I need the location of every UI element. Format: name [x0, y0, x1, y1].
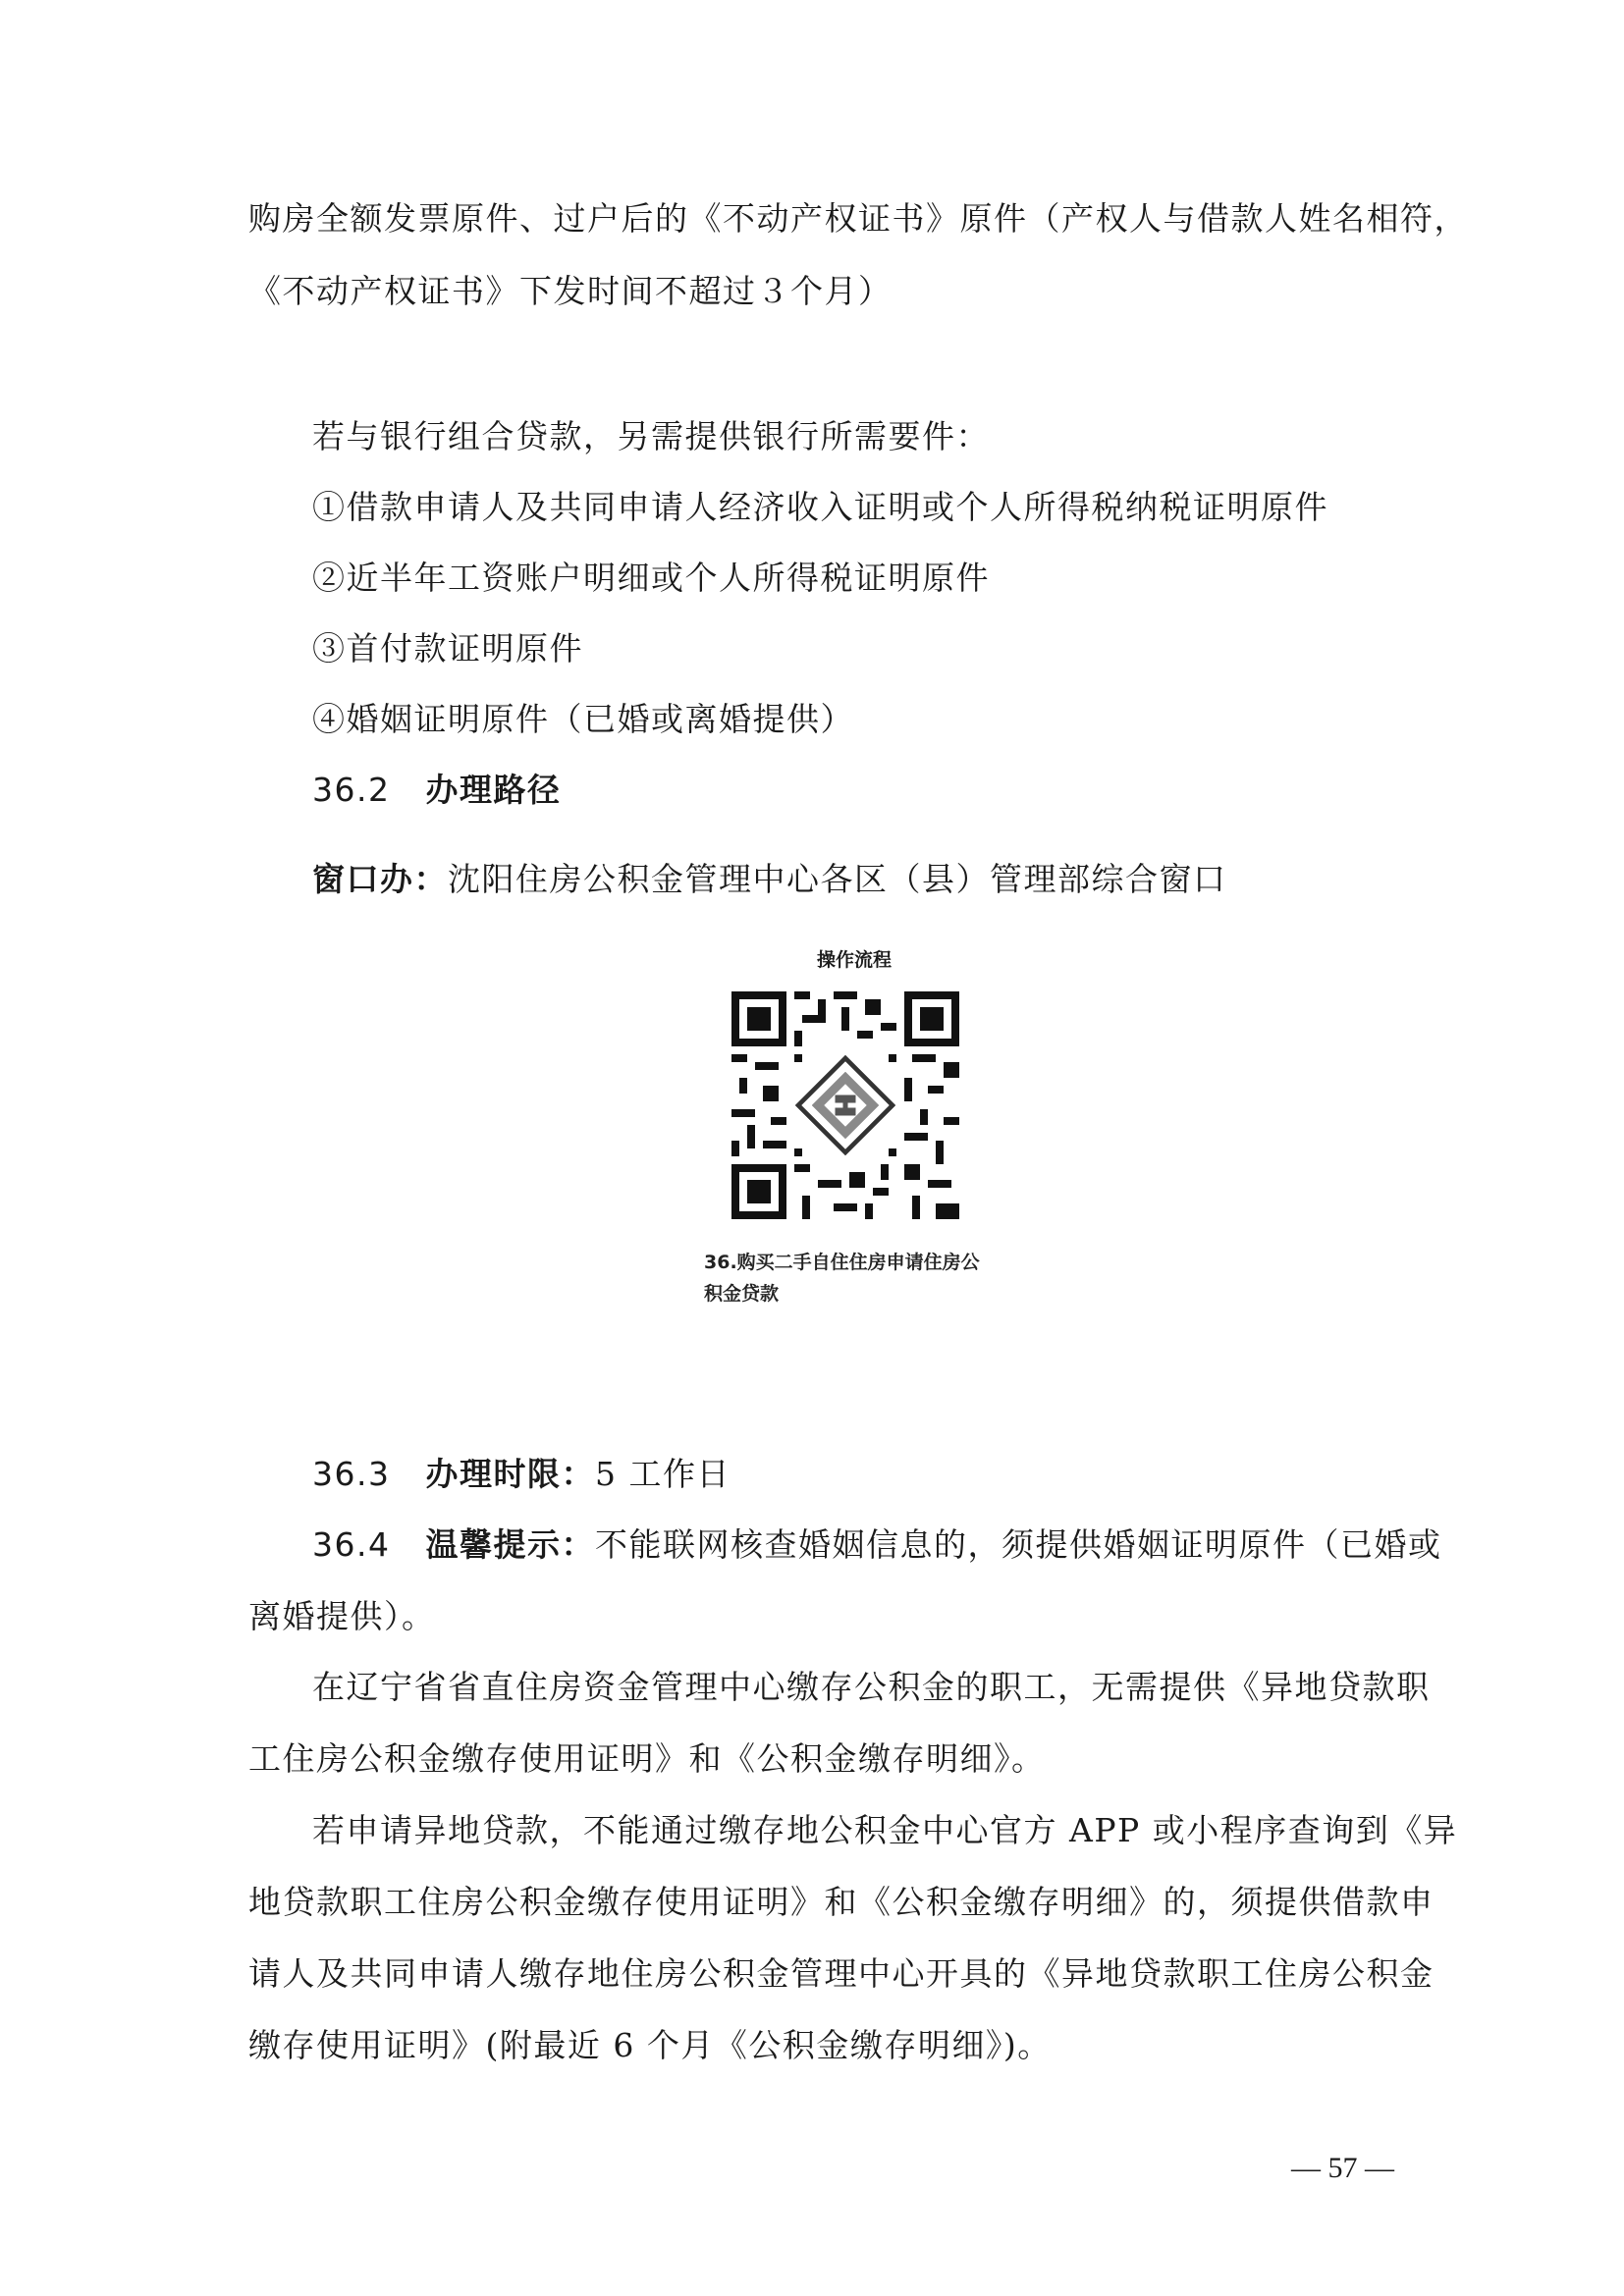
qr-caption-line: 36.购买二手自住住房申请住房公	[704, 1252, 980, 1273]
section-number: 36.3	[312, 1455, 391, 1493]
paragraph-line: 地贷款职工住房公积金缴存使用证明》和《公积金缴存明细》的，须提供借款申	[248, 1883, 1435, 1921]
paragraph-line: 《不动产权证书》下发时间不超过３个月）	[248, 272, 893, 310]
paragraph-line: 离婚提供）。	[248, 1597, 436, 1635]
section-text: 不能联网核查婚姻信息的，须提供婚姻证明原件（已婚或	[594, 1525, 1442, 1564]
page-number: — 57 —	[1291, 2152, 1394, 2184]
section-label: 办理时限：	[425, 1455, 595, 1493]
list-item: ④婚姻证明原件（已婚或离婚提供）	[312, 700, 854, 738]
paragraph-line: 若申请异地贷款，不能通过缴存地公积金中心官方 APP 或小程序查询到《异	[312, 1811, 1458, 1849]
window-text: 沈阳住房公积金管理中心各区（县）管理部综合窗口	[448, 860, 1227, 898]
list-item: ①借款申请人及共同申请人经济收入证明或个人所得税纳税证明原件	[312, 488, 1328, 526]
section-title: 办理路径	[425, 771, 562, 809]
paragraph-line: 购房全额发票原件、过户后的《不动产权证书》原件（产权人与借款人姓名相符，	[248, 199, 1468, 238]
qr-caption-line: 积金贷款	[704, 1283, 780, 1305]
window-label: 窗口办：	[312, 860, 448, 898]
section-label: 温馨提示：	[425, 1525, 595, 1564]
section-text: 5 工作日	[594, 1455, 731, 1493]
section-36-4	[312, 1525, 1442, 1565]
paragraph-line: 请人及共同申请人缴存地住房公积金管理中心开具的《异地贷款职工住房公积金	[248, 1954, 1435, 1993]
paragraph-line: 缴存使用证明》(附最近 6 个月《公积金缴存明细》)。	[248, 2026, 1052, 2064]
list-item: ②近半年工资账户明细或个人所得税证明原件	[312, 559, 990, 597]
list-item: ③首付款证明原件	[312, 629, 583, 667]
section-heading-36-2	[312, 771, 1387, 810]
combo-intro: 若与银行组合贷款，另需提供银行所需要件：	[312, 417, 990, 455]
section-number: 36.2	[312, 771, 391, 809]
qr-caption	[704, 1247, 1018, 1309]
paragraph-line: 在辽宁省省直住房资金管理中心缴存公积金的职工，无需提供《异地贷款职	[312, 1668, 1431, 1706]
paragraph-line: 工住房公积金缴存使用证明》和《公积金缴存明细》。	[248, 1739, 1046, 1778]
section-36-3	[312, 1455, 1387, 1494]
qr-code-image[interactable]	[731, 991, 959, 1219]
qr-title: 操作流程	[816, 949, 892, 971]
window-line	[312, 860, 1387, 899]
section-number: 36.4	[312, 1525, 391, 1564]
